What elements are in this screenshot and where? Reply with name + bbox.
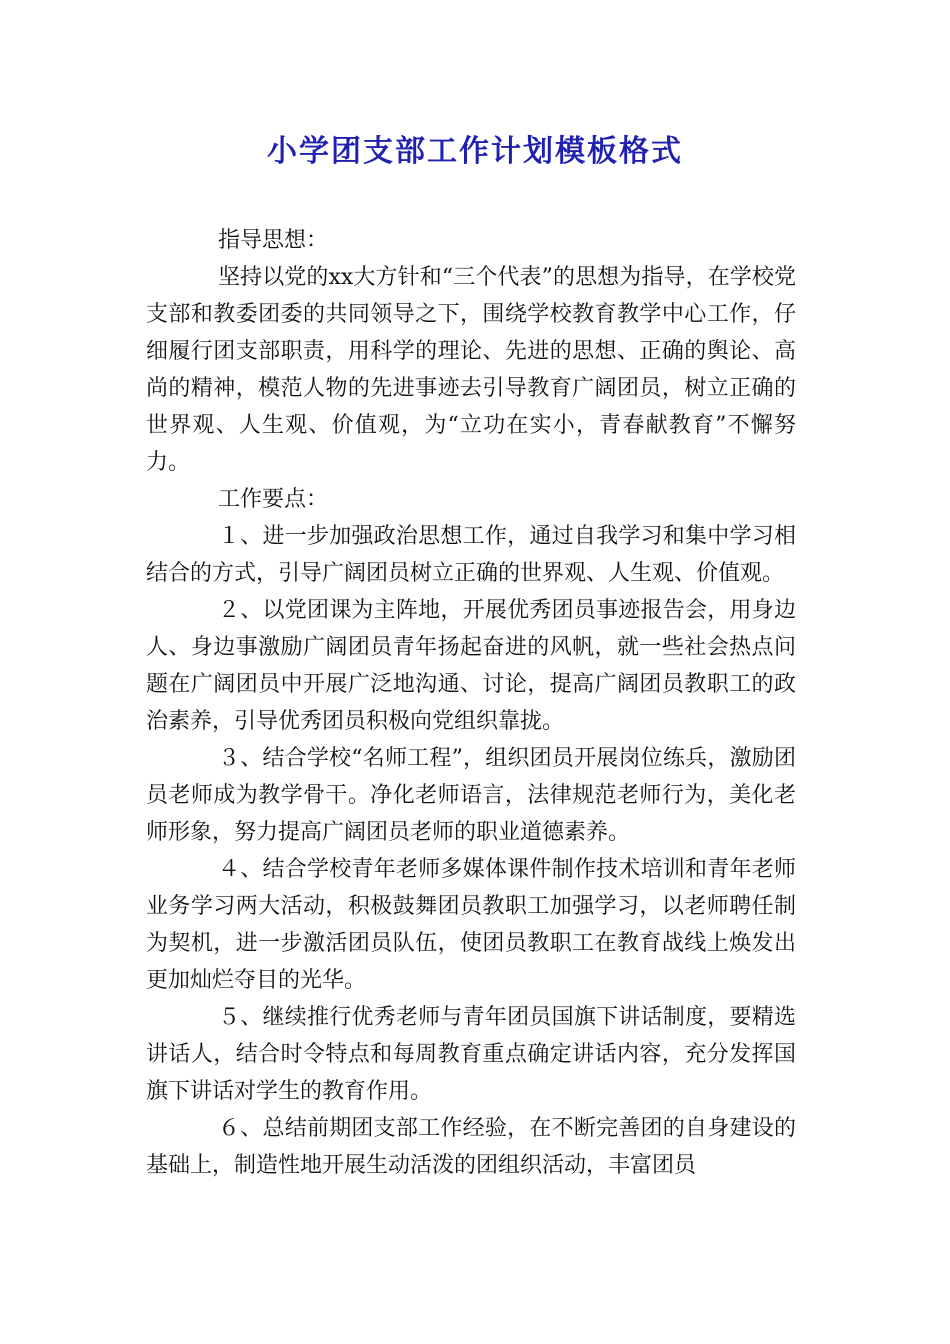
document-body — [146, 222, 796, 1184]
paragraph-point-5: ５、继续推行优秀老师与青年团员国旗下讲话制度，要精选讲话人，结合时令特点和每周教育重点确定讲话内容，充分发挥国旗下讲话对学生的教育作用。 — [146, 1005, 796, 1104]
paragraph-point-4: ４、结合学校青年老师多媒体课件制作技术培训和青年老师业务学习两大活动，积极鼓舞团员教职工加强学习，以老师聘任制为契机，进一步激活团员队伍，使团员教职工在教育战线上焕发出更加灿烂夺目的光华。 — [146, 857, 796, 993]
heading-guiding-ideology: 指导思想： — [218, 228, 329, 253]
document-title: 小学团支部工作计划模板格式 — [267, 134, 683, 169]
paragraph-guiding-ideology: 坚持以党的xx大方针和“三个代表”的思想为指导，在学校党支部和教委团委的共同领导之下，围绕学校教育教学中心工作，仔细履行团支部职责，用科学的理论、先进的思想、正确的舆论、高尚的精神，模范人物的先进事迹去引导教育广阔团员，树立正确的世界观、人生观、价值观，为“立功在实小，青春献教育”不懈努力。 — [146, 265, 796, 475]
heading-work-points: 工作要点： — [218, 487, 329, 512]
paragraph-point-3: ３、结合学校“名师工程”，组织团员开展岗位练兵，激励团员老师成为教学骨干。净化老师语言，法律规范老师行为，美化老师形象，努力提高广阔团员老师的职业道德素养。 — [146, 746, 796, 845]
paragraph-point-1: １、进一步加强政治思想工作，通过自我学习和集中学习相结合的方式，引导广阔团员树立正确的世界观、人生观、价值观。 — [146, 524, 796, 586]
paragraph-point-6: ６、总结前期团支部工作经验，在不断完善团的自身建设的基础上，制造性地开展生动活泼的团组织活动，丰富团员 — [146, 1116, 796, 1178]
paragraph-point-2: ２、以党团课为主阵地，开展优秀团员事迹报告会，用身边人、身边事激励广阔团员青年扬起奋进的风帆，就一些社会热点问题在广阔团员中开展广泛地沟通、讨论，提高广阔团员教职工的政治素养，引导优秀团员积极向党组织靠拢。 — [146, 598, 796, 734]
